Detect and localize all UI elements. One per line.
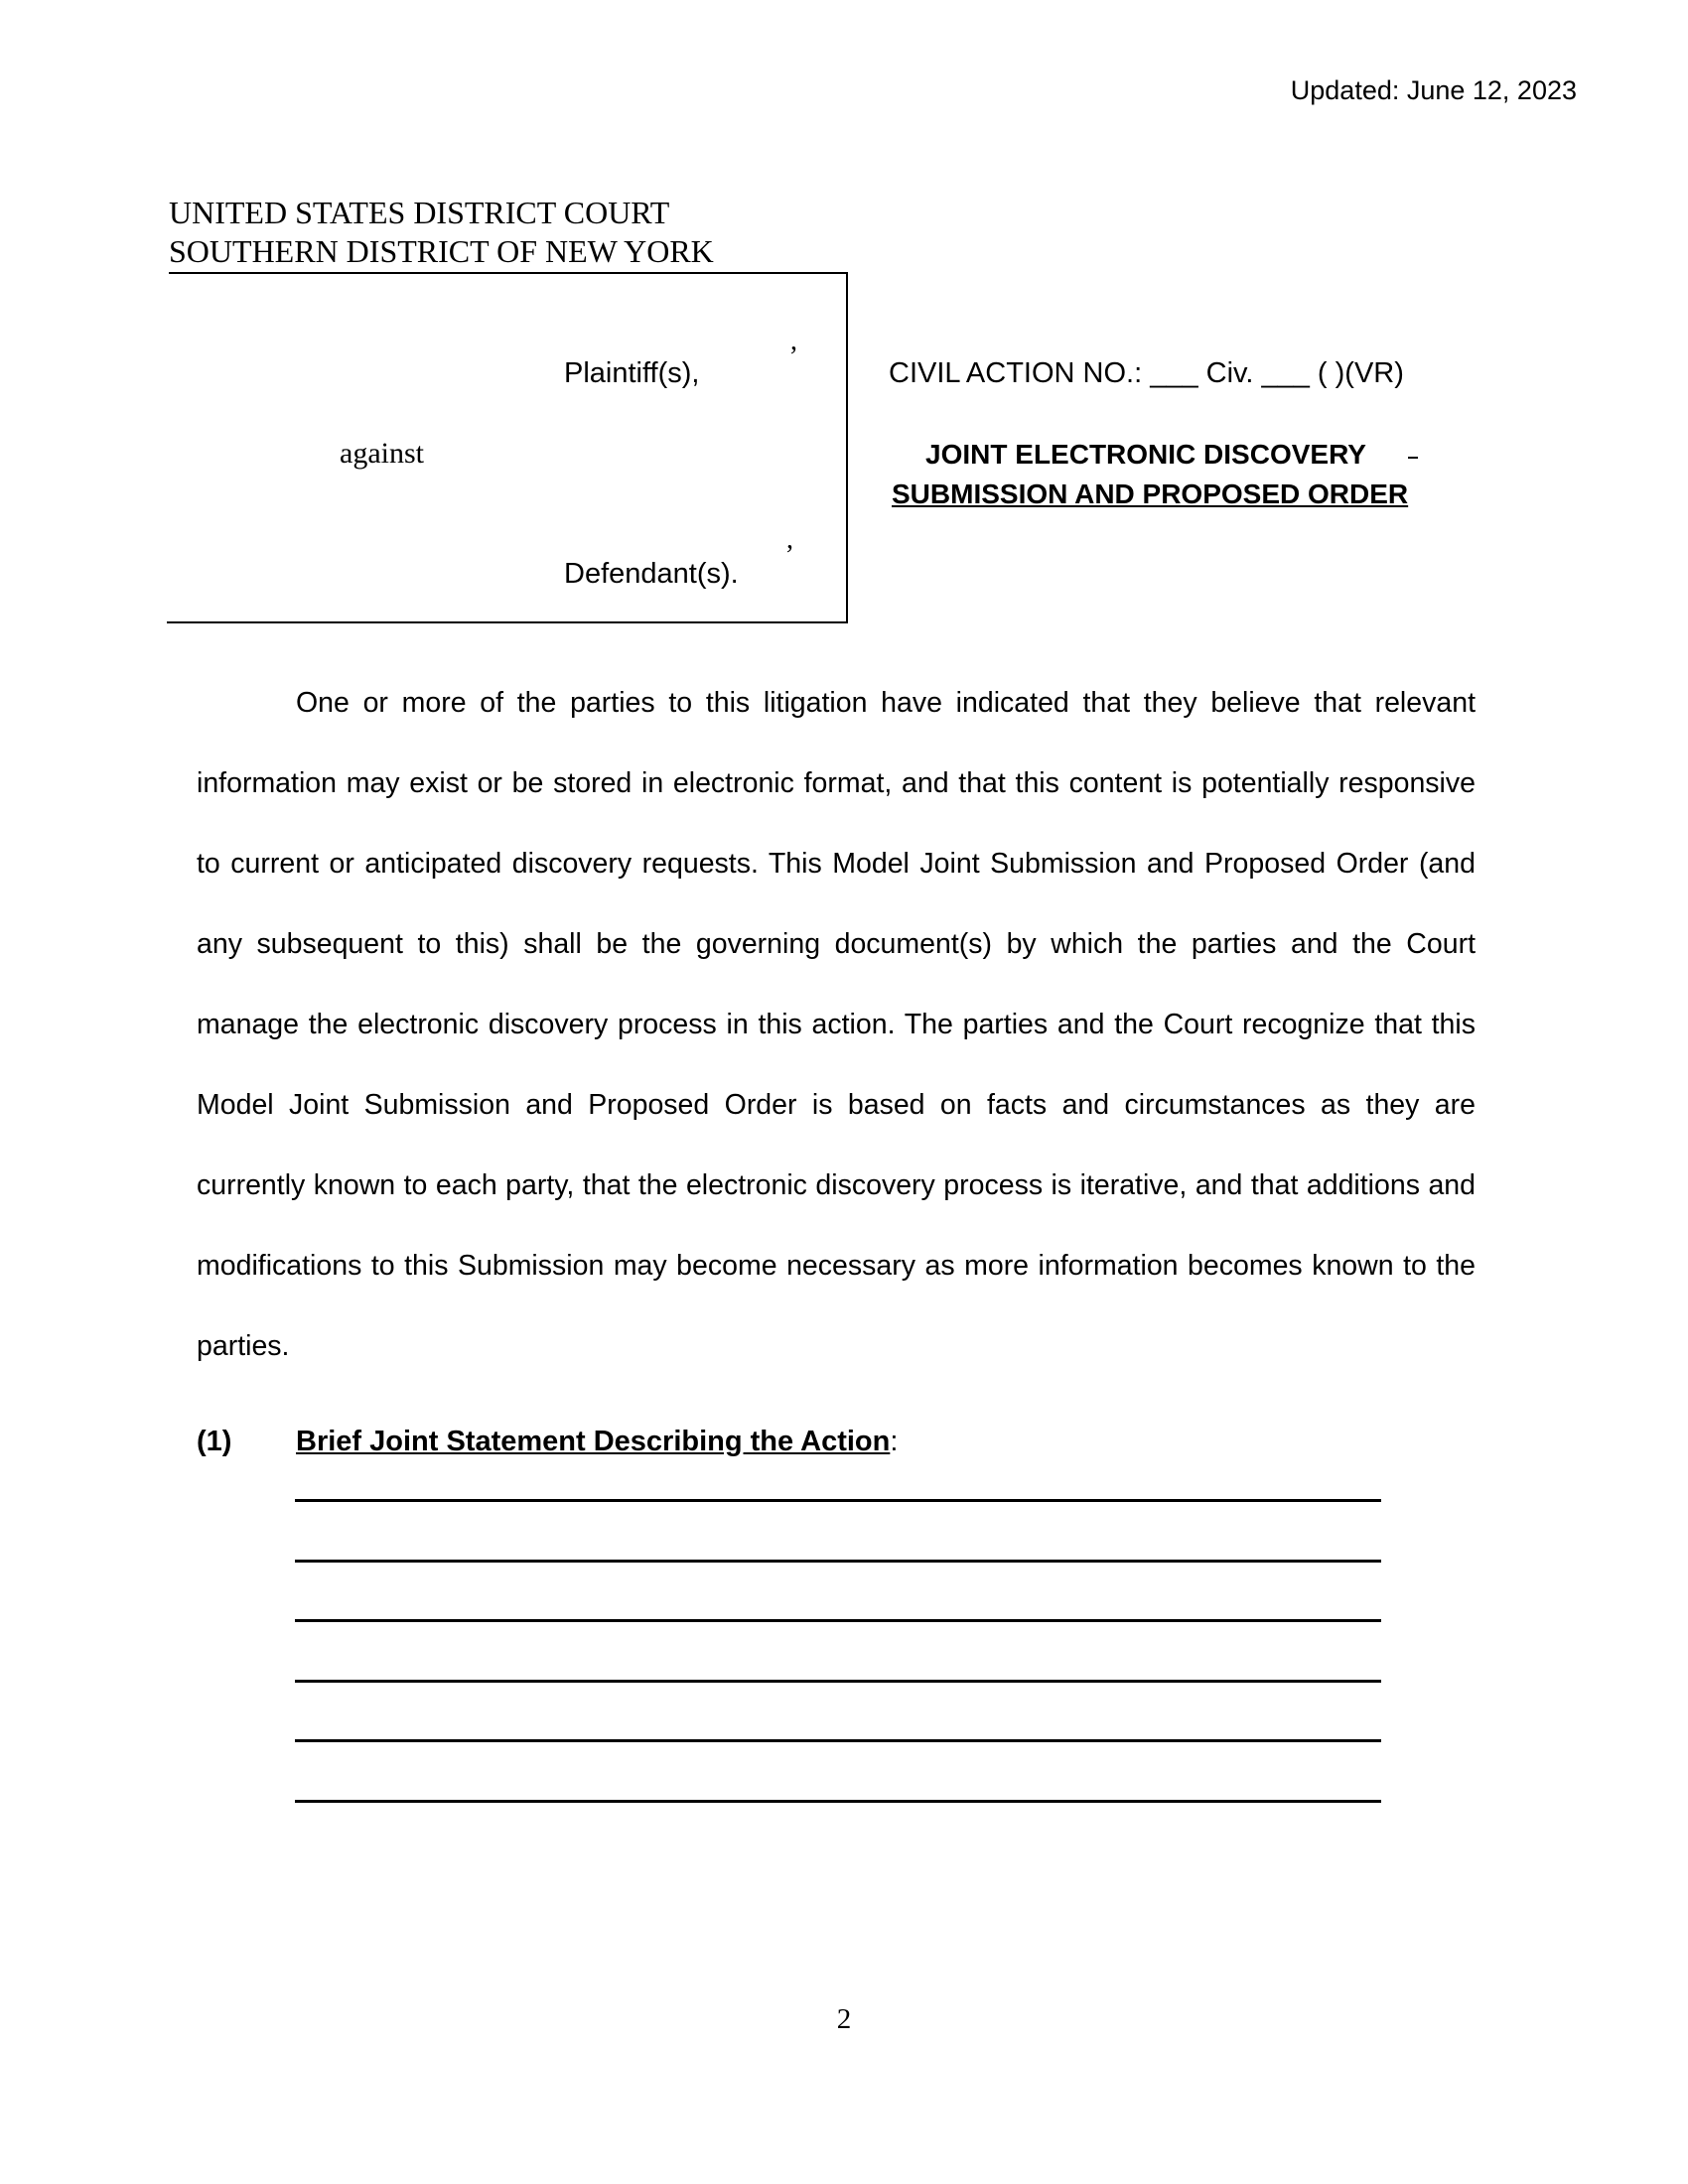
fill-in-line[interactable]: [295, 1680, 1381, 1683]
section-heading-text: Brief Joint Statement Describing the Action: [296, 1426, 891, 1457]
caption-bottom-border: [167, 621, 848, 623]
fill-in-line[interactable]: [295, 1800, 1381, 1803]
updated-date: Updated: June 12, 2023: [1290, 75, 1577, 105]
fill-in-line[interactable]: [295, 1560, 1381, 1563]
section-number: (1): [197, 1426, 232, 1457]
intro-paragraph: One or more of the parties to this litigation have indicated that they believe that relevant information may exist or be stored in electronic format, and that this content is potentially responsive to current or anticipated discovery requests. This Model Joint Submission and Proposed Order (and any subsequent to this) shall be the governing document(s) by which the parties and the Court manage the electronic discovery process in this action. The parties and the Court recognize that this Model Joint Submission and Proposed Order is based on facts and circumstances as they are currently known to each party, that the electronic discovery process is iterative, and that additions and modifications to this Submission may become necessary as more information becomes known to the parties.: [197, 687, 1476, 1362]
fill-in-line[interactable]: [295, 1739, 1381, 1742]
plaintiff-name-comma: ,: [790, 326, 797, 356]
caption-top-border: [169, 272, 848, 274]
fill-in-line[interactable]: [295, 1619, 1381, 1622]
court-name-line-2: SOUTHERN DISTRICT OF NEW YORK: [169, 233, 714, 269]
section-heading: [296, 1426, 898, 1458]
civil-action-number: CIVIL ACTION NO.: ___ Civ. ___ ( )(VR): [889, 357, 1404, 389]
document-title-line-2: SUBMISSION AND PROPOSED ORDER: [892, 478, 1409, 509]
caption-right-border: [846, 272, 848, 623]
document-title-line-1: JOINT ELECTRONIC DISCOVERY: [925, 439, 1366, 470]
defendant-name-comma: ,: [786, 524, 793, 555]
plaintiff-label: Plaintiff(s),: [564, 357, 700, 389]
section-heading-colon: :: [890, 1426, 899, 1457]
against-label: against: [340, 437, 424, 470]
title-margin-mark: [1408, 457, 1418, 459]
court-name-line-1: UNITED STATES DISTRICT COURT: [169, 195, 670, 230]
document-title: [892, 435, 1409, 514]
defendant-label: Defendant(s).: [564, 558, 739, 590]
fill-in-line[interactable]: [295, 1499, 1381, 1502]
page-number: 2: [836, 2003, 852, 2035]
